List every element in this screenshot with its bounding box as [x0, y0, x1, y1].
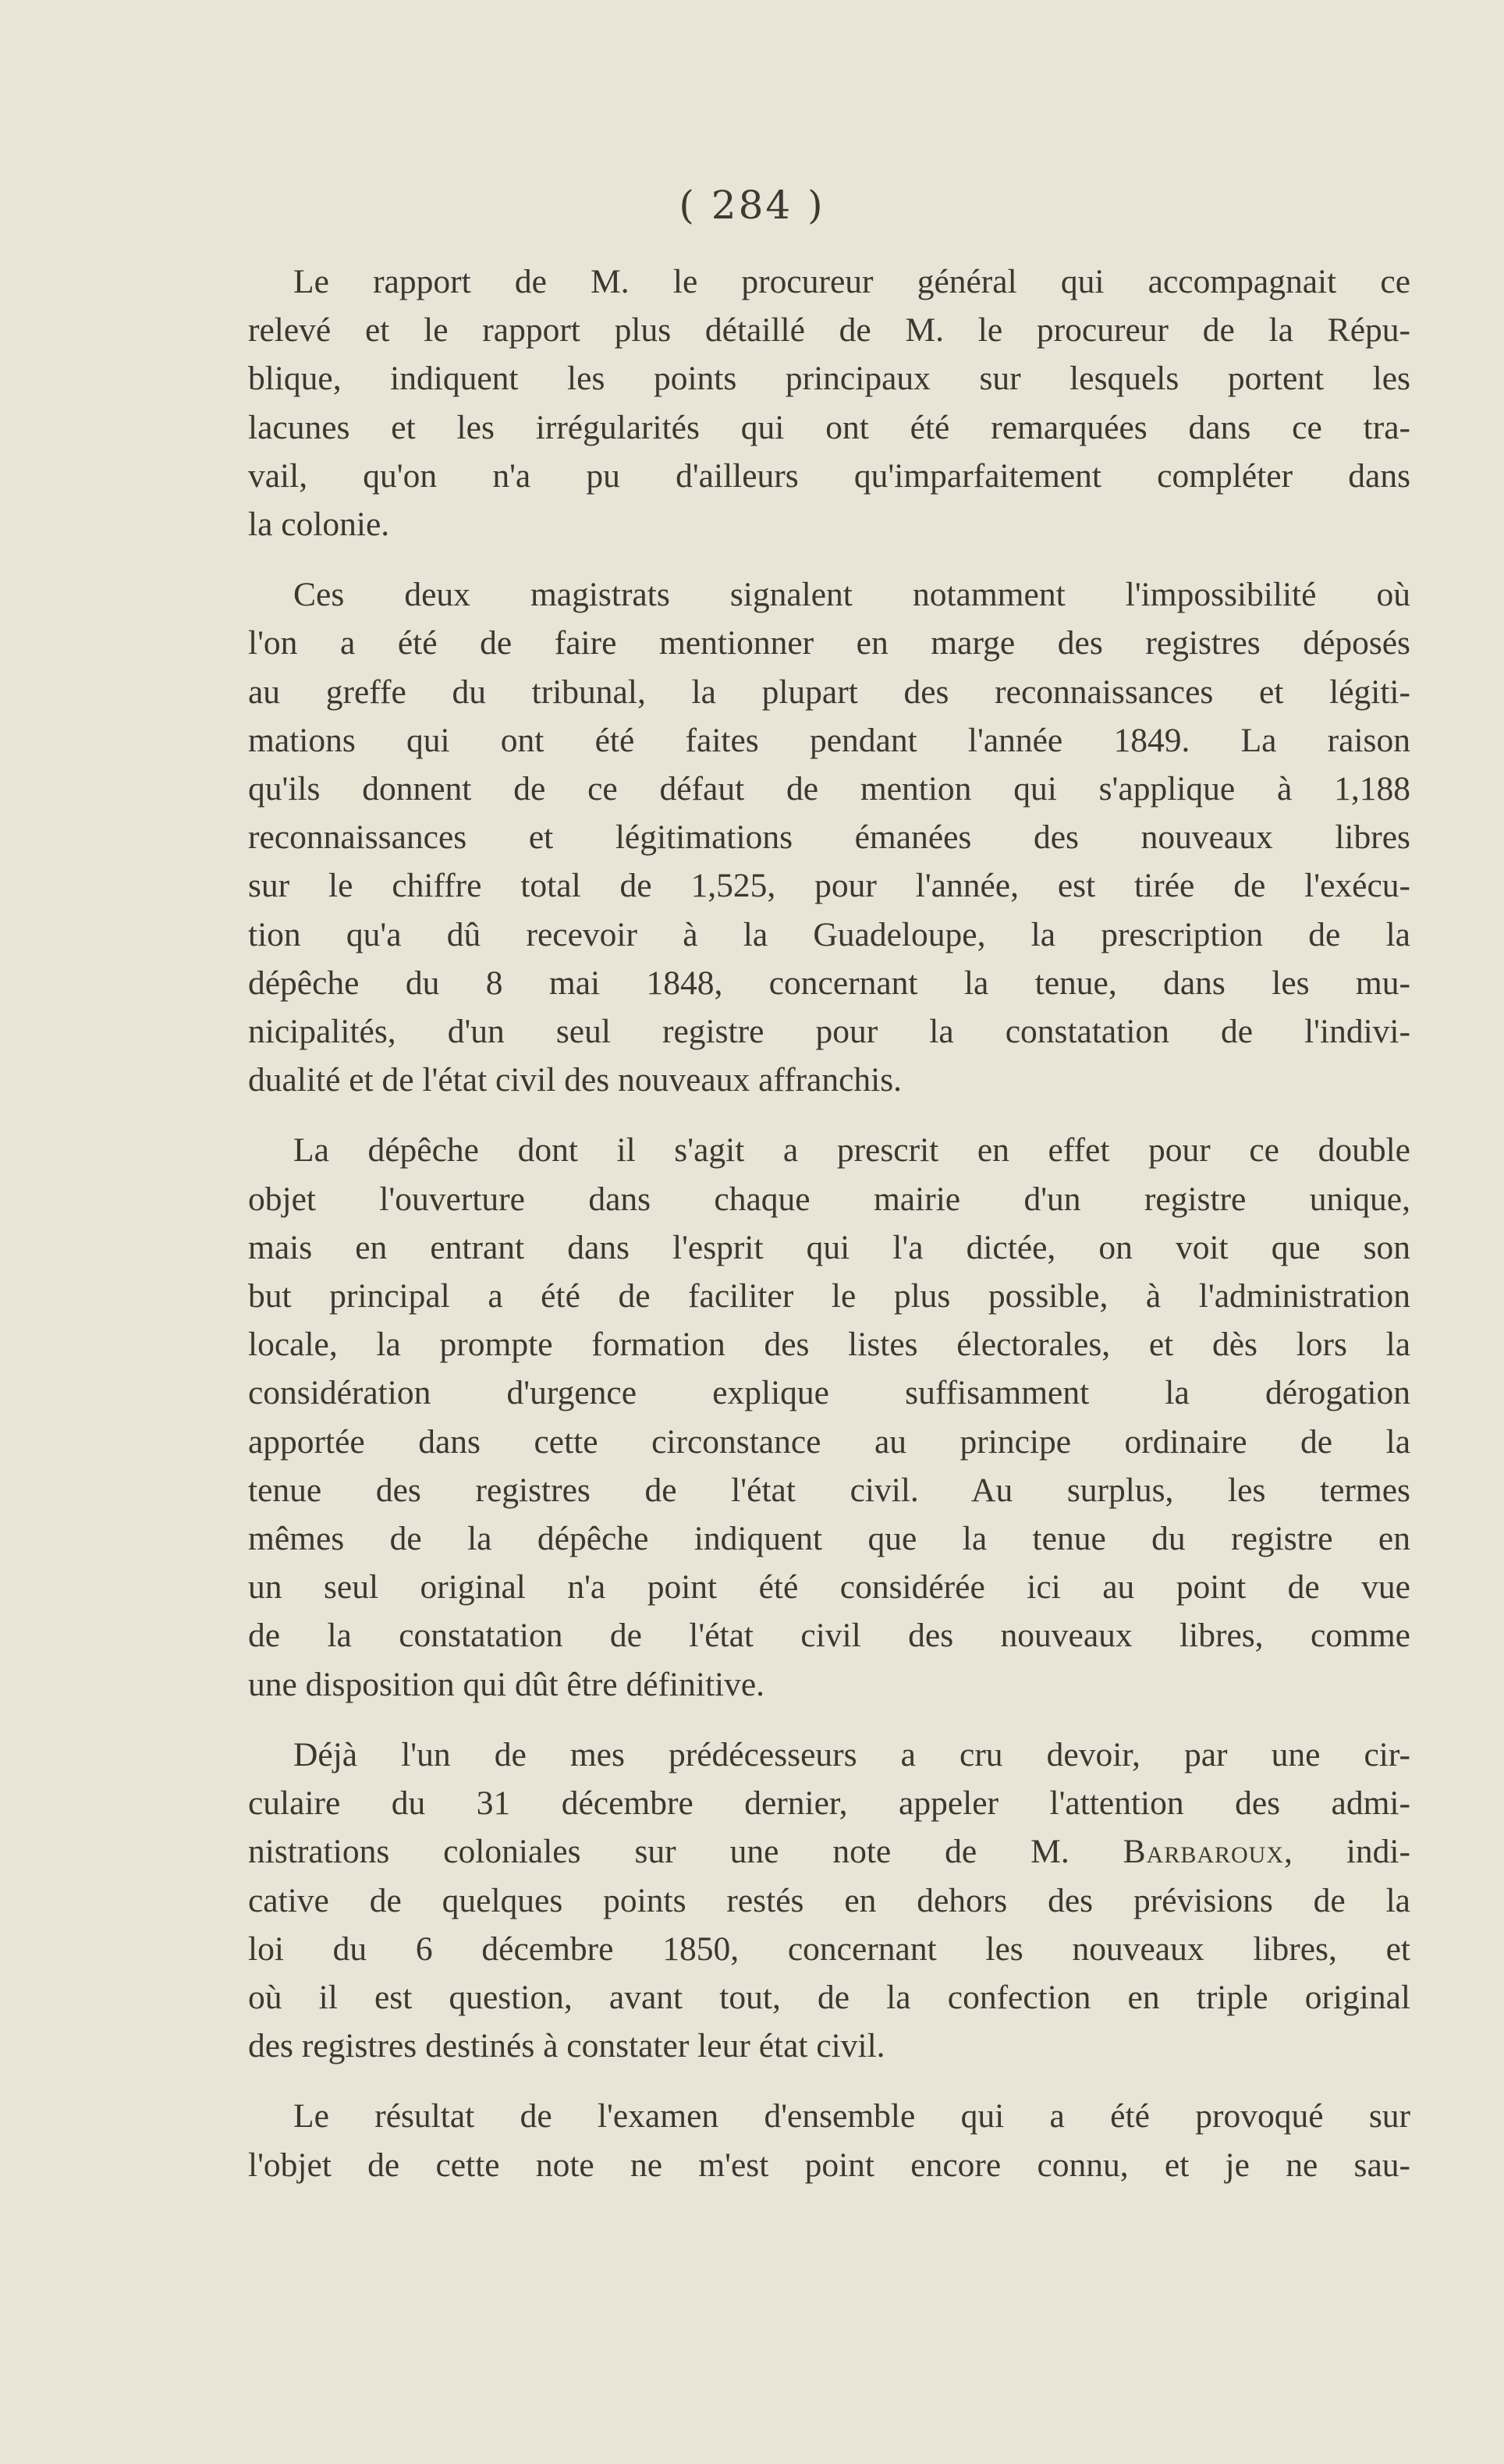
text-line: l'objet de cette note ne m'est point encore connu, et je ne sau- [248, 2146, 1410, 2184]
text-line: but principal a été de faciliter le plus possible, à l'administration [248, 1277, 1410, 1315]
text-line: considération d'urgence explique suffisamment la dérogation [248, 1374, 1410, 1412]
text-line: blique, indiquent les points principaux sur lesquels portent les [248, 360, 1410, 398]
text-line: Déjà l'un de mes prédécesseurs a cru devoir, par une cir- [293, 1735, 1410, 1773]
paragraph-2 [248, 570, 1410, 1104]
text-line: dualité et de l'état civil des nouveaux affranchis. [248, 1061, 903, 1099]
text-line: cative de quelques points restés en dehors des prévisions de la [248, 1881, 1410, 1919]
text-line: lacunes et les irrégularités qui ont été remarquées dans ce tra- [248, 408, 1410, 446]
text-line: de la constatation de l'état civil des nouveaux libres, comme [248, 1617, 1410, 1655]
text-line: l'on a été de faire mentionner en marge des registres déposés [248, 624, 1410, 662]
text-line: La dépêche dont il s'agit a prescrit en effet pour ce double [293, 1131, 1410, 1170]
text-line: vail, qu'on n'a pu d'ailleurs qu'imparfaitement compléter dans [248, 456, 1410, 495]
text-line: dépêche du 8 mai 1848, concernant la tenue, dans les mu- [248, 964, 1410, 1002]
text-line: une disposition qui dût être définitive. [248, 1665, 765, 1703]
text-line: reconnaissances et légitimations émanées des nouveaux libres [248, 818, 1410, 857]
document-body [248, 257, 1410, 2189]
text-line: locale, la prompte formation des listes électorales, et dès lors la [248, 1326, 1410, 1364]
text-line: Ces deux magistrats signalent notamment l'impossibilité où [293, 576, 1410, 614]
text-line: sur le chiffre total de 1,525, pour l'année, est tirée de l'exécu- [248, 867, 1410, 905]
text-line: Le rapport de M. le procureur général qui accompagnait ce [293, 263, 1410, 300]
text-line: mais en entrant dans l'esprit qui l'a dictée, on voit que son [248, 1228, 1410, 1266]
person-name: Barbaroux [1123, 1833, 1285, 1871]
text-line: culaire du 31 décembre dernier, appeler l'attention des admi- [248, 1784, 1410, 1823]
paragraph-3 [248, 1126, 1410, 1708]
text-line: mations qui ont été faites pendant l'année 1849. La raison [248, 721, 1410, 759]
paragraph-1 [248, 257, 1410, 549]
text-line: un seul original n'a point été considérée ici au point de vue [248, 1568, 1410, 1607]
paragraph-4 [248, 1731, 1410, 2070]
text-line: nicipalités, d'un seul registre pour la constatation de l'indivi- [248, 1013, 1410, 1051]
text-line: où il est question, avant tout, de la confection en triple original [248, 1978, 1410, 2016]
text-line: des registres destinés à constater leur état civil. [248, 2027, 885, 2065]
text-line: Le résultat de l'examen d'ensemble qui a été provoqué sur [293, 2097, 1410, 2136]
text-line [248, 1827, 1410, 1876]
text-line: mêmes de la dépêche indiquent que la tenue du registre en [248, 1520, 1410, 1558]
text-line: objet l'ouverture dans chaque mairie d'un registre unique, [248, 1180, 1410, 1218]
page-number: ( 284 ) [679, 183, 825, 228]
text-line: tenue des registres de l'état civil. Au surplus, les termes [248, 1471, 1410, 1509]
text-line: apportée dans cette circonstance au principe ordinaire de la [248, 1422, 1410, 1461]
text-segment: , indi- [1284, 1833, 1410, 1871]
paragraph-5 [248, 2092, 1410, 2189]
text-line: la colonie. [248, 506, 390, 544]
text-line: qu'ils donnent de ce défaut de mention qui s'applique à 1,188 [248, 770, 1410, 808]
text-line: relevé et le rapport plus détaillé de M. le procureur de la Répu- [248, 311, 1410, 350]
text-line: au greffe du tribunal, la plupart des reconnaissances et légiti- [248, 673, 1410, 711]
text-segment: nistrations coloniales sur une note de M. [248, 1833, 1123, 1871]
text-line: loi du 6 décembre 1850, concernant les nouveaux libres, et [248, 1930, 1410, 1968]
text-line: tion qu'a dû recevoir à la Guadeloupe, la prescription de la [248, 915, 1410, 953]
